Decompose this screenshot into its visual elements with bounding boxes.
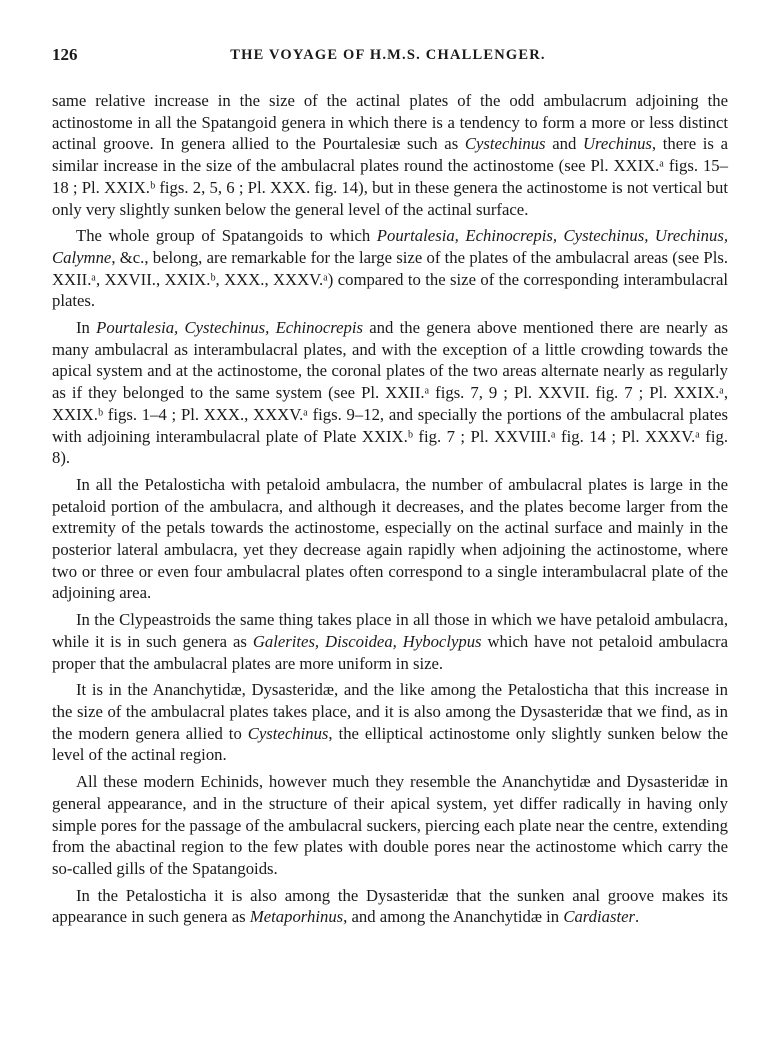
body-text (52, 90, 728, 933)
paragraph (52, 317, 728, 469)
paragraph (52, 771, 728, 880)
text-run: same relative increase in the size of the actinal plates of the odd ambulacrum adjoining the actinostome in all the Spatangoid genera in which there is a tendency to form a more or less distinct actinal groove. In genera allied to the Pourtalesiæ such as (52, 91, 728, 154)
paragraph (52, 609, 728, 674)
italic-text-run: Cardiaster (563, 907, 636, 927)
text-run: The whole group of Spatangoids to which (76, 226, 377, 246)
paragraph (52, 474, 728, 604)
text-run: , and among the Ananchytidæ in (343, 907, 564, 927)
running-head: THE VOYAGE OF H.M.S. CHALLENGER. (230, 47, 546, 63)
italic-text-run: Urechinus (583, 134, 652, 154)
page-number: 126 (52, 45, 78, 64)
text-run: All these modern Echinids, however much they resemble the Ananchytidæ and Dysasteridæ in general appearance, and in the structure of their apical system, yet differ radically in having only simple pores for the passage of the ambulacral suckers, piercing each plate near the centre, extending from the abactinal region to the few plates with double pores near the actinostome which carry the so-called gills of the Spatangoids. (52, 772, 728, 878)
text-run: , the elliptical actinostome only slightly sunken below the level of the actinal region. (52, 723, 728, 765)
paragraph (52, 679, 728, 766)
text-run: , there is a similar increase in the size of the ambulacral plates round the actinostome (see Pl. XXIX.ᵃ figs. 15–18 ; Pl. XXIX.ᵇ figs. 2, 5, 6 ; Pl. XXX. fig. 14), but in these genera the actinostome is not vertical but only very slightly sunken below the general level of the actinal surface. (52, 134, 728, 219)
italic-text-run: Cystechinus (464, 134, 546, 154)
paragraph (52, 90, 728, 220)
paragraph (52, 885, 728, 928)
text-run: In the Petalosticha it is also among the Dysasteridæ that the sunken anal groove makes its appearance in such genera as (52, 885, 728, 927)
text-run: which have not petaloid ambulacra proper that the ambulacral plates are more uniform in size. (52, 631, 728, 673)
text-run: It is in the Ananchytidæ, Dysasteridæ, and the like among the Petalosticha that this increase in the size of the ambulacral plates takes place, and it is also among the Dysasteridæ that we find, as in the modern genera allied to (52, 680, 728, 743)
text-run: , &c., belong, are remarkable for the large size of the plates of the ambulacral areas (see Pls. XXII.ᵃ, XXVII., XXIX.ᵇ, XXX., XXXV.ᵃ) compared to the size of the corresponding interambulacral plates. (52, 247, 728, 311)
italic-text-run: Cystechinus (247, 723, 329, 743)
paragraph (52, 225, 728, 312)
italic-text-run: Pourtalesia, Cystechinus, Echinocrepis (96, 318, 363, 338)
italic-text-run: Galerites, Discoidea, Hyboclypus (252, 631, 482, 651)
text-run: and the genera above mentioned there are nearly as many ambulacral as interambulacral plates, and with the exception of a little crowding towards the apical system and at the actinostome, the coronal plates of the two areas alternate nearly as regularly as if they belonged to the same system (see Pl. XXII.ᵃ figs. 7, 9 ; Pl. XXVII. fig. 7 ; Pl. XXIX.ᵃ, XXIX.ᵇ figs. 1–4 ; Pl. XXX., XXXV.ᵃ figs. 9–12, and specially the portions of the ambulacral plates with adjoining interambulacral plate of Plate XXIX.ᵇ fig. 7 ; Pl. XXVIII.ᵃ fig. 14 ; Pl. XXXV.ᵃ fig. 8). (52, 318, 728, 468)
page-header (52, 45, 724, 67)
italic-text-run: Metaporhinus (249, 907, 344, 927)
text-run: In all the Petalosticha with petaloid ambulacra, the number of ambulacral plates is large in the petaloid portion of the ambulacra, and although it decreases, and the plates become larger from the extremity of the petals towards the actinostome, especially on the actinal surface and mainly in the posterior lateral ambulacra, yet they decrease again rapidly when adjoining the actinostome, where two or three or even four ambulacral plates often correspond to a single interambulacral plate of the adjoining area. (52, 474, 728, 603)
text-run: In the Clypeastroids the same thing takes place in all those in which we have petaloid ambulacra, while it is in such genera as (52, 610, 728, 651)
text-run: In (76, 318, 97, 338)
text-run: . (635, 907, 640, 927)
text-run: and (545, 134, 583, 154)
italic-text-run: Pourtalesia, Echinocrepis, Cystechinus, Urechinus, Calymne (52, 226, 728, 267)
